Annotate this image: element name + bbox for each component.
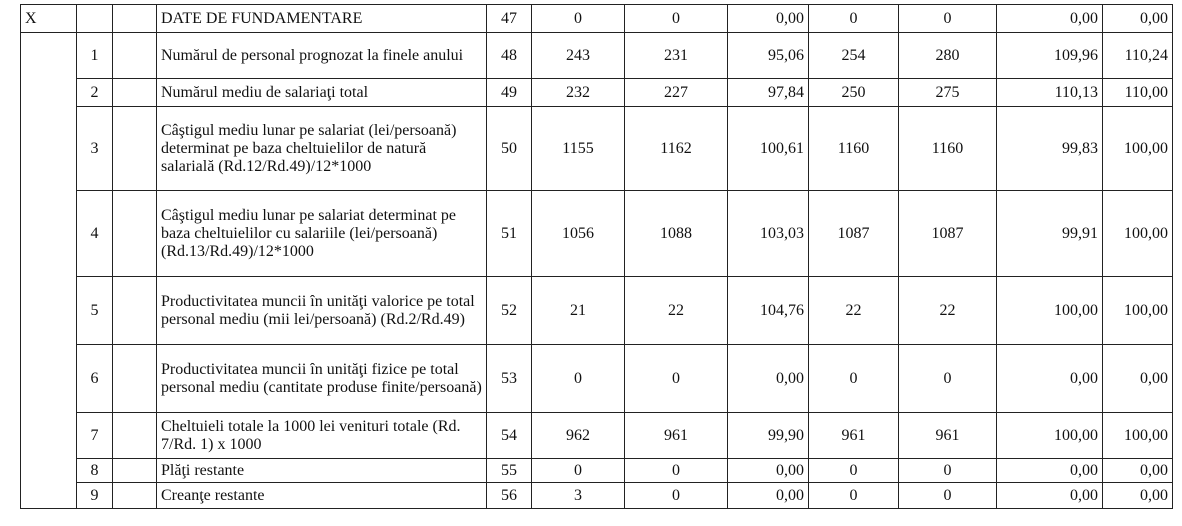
table-row bbox=[21, 277, 1173, 345]
budget-table bbox=[20, 4, 1173, 509]
empty-cell bbox=[113, 413, 157, 459]
value-cell: 0,00 bbox=[1103, 345, 1173, 413]
row-label: Câştigul mediu lunar pe salariat determinat pe baza cheltuielilor cu salariile (lei/persoană) (Rd.13/Rd.49)/12*1000 bbox=[157, 191, 487, 277]
table-body bbox=[21, 5, 1173, 509]
value-cell: 99,90 bbox=[728, 413, 809, 459]
value-cell: 0 bbox=[532, 5, 625, 33]
empty-cell bbox=[113, 79, 157, 107]
table-row bbox=[21, 79, 1173, 107]
value-cell: 962 bbox=[532, 413, 625, 459]
value-cell: 275 bbox=[899, 79, 997, 107]
row-number: 6 bbox=[77, 345, 113, 413]
value-cell: 0,00 bbox=[728, 5, 809, 33]
value-cell: 1056 bbox=[532, 191, 625, 277]
value-cell: 1160 bbox=[899, 107, 997, 191]
value-cell: 109,96 bbox=[997, 33, 1103, 79]
row-number: 3 bbox=[77, 107, 113, 191]
value-cell: 100,00 bbox=[1103, 191, 1173, 277]
value-cell: 0 bbox=[532, 459, 625, 483]
value-cell: 961 bbox=[809, 413, 899, 459]
empty-cell bbox=[113, 345, 157, 413]
value-cell: 0,00 bbox=[997, 459, 1103, 483]
row-code: 53 bbox=[487, 345, 532, 413]
row-label: Numărul de personal prognozat la finele anului bbox=[157, 33, 487, 79]
value-cell: 100,00 bbox=[1103, 413, 1173, 459]
row-label: Plăţi restante bbox=[157, 459, 487, 483]
value-cell: 110,13 bbox=[997, 79, 1103, 107]
row-code: 48 bbox=[487, 33, 532, 79]
value-cell: 0,00 bbox=[997, 5, 1103, 33]
value-cell: 1088 bbox=[625, 191, 728, 277]
value-cell: 0,00 bbox=[997, 483, 1103, 509]
empty-cell bbox=[113, 483, 157, 509]
value-cell: 0,00 bbox=[728, 459, 809, 483]
table-row bbox=[21, 33, 1173, 79]
section-code: X bbox=[21, 5, 77, 33]
empty-cell bbox=[113, 5, 157, 33]
row-number: 9 bbox=[77, 483, 113, 509]
section-header-row bbox=[21, 5, 1173, 33]
value-cell: 100,00 bbox=[1103, 107, 1173, 191]
value-cell: 22 bbox=[625, 277, 728, 345]
value-cell: 961 bbox=[625, 413, 728, 459]
table-row bbox=[21, 413, 1173, 459]
value-cell: 0 bbox=[809, 5, 899, 33]
value-cell: 0,00 bbox=[1103, 5, 1173, 33]
empty-cell bbox=[113, 459, 157, 483]
value-cell: 0,00 bbox=[1103, 459, 1173, 483]
value-cell: 0,00 bbox=[997, 345, 1103, 413]
value-cell: 254 bbox=[809, 33, 899, 79]
row-code: 55 bbox=[487, 459, 532, 483]
value-cell: 0 bbox=[899, 459, 997, 483]
value-cell: 1087 bbox=[809, 191, 899, 277]
table-row bbox=[21, 191, 1173, 277]
value-cell: 100,00 bbox=[997, 277, 1103, 345]
row-number: 2 bbox=[77, 79, 113, 107]
row-label: Numărul mediu de salariaţi total bbox=[157, 79, 487, 107]
value-cell: 250 bbox=[809, 79, 899, 107]
row-label: Câştigul mediu lunar pe salariat (lei/persoană) determinat pe baza cheltuielilor de natură salarială (Rd.12/Rd.49)/12*1000 bbox=[157, 107, 487, 191]
value-cell: 961 bbox=[899, 413, 997, 459]
section-title: DATE DE FUNDAMENTARE bbox=[157, 5, 487, 33]
value-cell: 22 bbox=[809, 277, 899, 345]
value-cell: 0 bbox=[899, 483, 997, 509]
value-cell: 0,00 bbox=[1103, 483, 1173, 509]
value-cell: 231 bbox=[625, 33, 728, 79]
empty-cell bbox=[77, 5, 113, 33]
value-cell: 21 bbox=[532, 277, 625, 345]
value-cell: 3 bbox=[532, 483, 625, 509]
value-cell: 0 bbox=[899, 345, 997, 413]
value-cell: 0 bbox=[809, 459, 899, 483]
value-cell: 95,06 bbox=[728, 33, 809, 79]
value-cell: 103,03 bbox=[728, 191, 809, 277]
value-cell: 100,61 bbox=[728, 107, 809, 191]
value-cell: 1162 bbox=[625, 107, 728, 191]
value-cell: 232 bbox=[532, 79, 625, 107]
row-code: 56 bbox=[487, 483, 532, 509]
value-cell: 1155 bbox=[532, 107, 625, 191]
value-cell: 0 bbox=[809, 483, 899, 509]
row-label: Productivitatea muncii în unităţi valorice pe total personal mediu (mii lei/persoană) (Rd.2/Rd.49) bbox=[157, 277, 487, 345]
row-label: Productivitatea muncii în unităţi fizice pe total personal mediu (cantitate produse finite/persoană) bbox=[157, 345, 487, 413]
value-cell: 0 bbox=[899, 5, 997, 33]
value-cell: 100,00 bbox=[1103, 277, 1173, 345]
table-row bbox=[21, 345, 1173, 413]
value-cell: 110,24 bbox=[1103, 33, 1173, 79]
row-code: 54 bbox=[487, 413, 532, 459]
row-number: 4 bbox=[77, 191, 113, 277]
group-bracket-cell bbox=[21, 33, 77, 509]
row-number: 1 bbox=[77, 33, 113, 79]
row-code: 50 bbox=[487, 107, 532, 191]
row-label: Creanţe restante bbox=[157, 483, 487, 509]
value-cell: 0 bbox=[625, 5, 728, 33]
value-cell: 97,84 bbox=[728, 79, 809, 107]
value-cell: 104,76 bbox=[728, 277, 809, 345]
row-number: 8 bbox=[77, 459, 113, 483]
value-cell: 110,00 bbox=[1103, 79, 1173, 107]
empty-cell bbox=[113, 107, 157, 191]
table-row bbox=[21, 459, 1173, 483]
value-cell: 0 bbox=[625, 483, 728, 509]
value-cell: 227 bbox=[625, 79, 728, 107]
value-cell: 1160 bbox=[809, 107, 899, 191]
empty-cell bbox=[113, 191, 157, 277]
table-row bbox=[21, 483, 1173, 509]
row-number: 5 bbox=[77, 277, 113, 345]
empty-cell bbox=[113, 33, 157, 79]
value-cell: 0,00 bbox=[728, 483, 809, 509]
row-code: 52 bbox=[487, 277, 532, 345]
row-code: 49 bbox=[487, 79, 532, 107]
value-cell: 22 bbox=[899, 277, 997, 345]
value-cell: 0 bbox=[809, 345, 899, 413]
value-cell: 1087 bbox=[899, 191, 997, 277]
value-cell: 99,83 bbox=[997, 107, 1103, 191]
value-cell: 0 bbox=[625, 345, 728, 413]
value-cell: 0,00 bbox=[728, 345, 809, 413]
row-number: 7 bbox=[77, 413, 113, 459]
value-cell: 280 bbox=[899, 33, 997, 79]
table-row bbox=[21, 107, 1173, 191]
empty-cell bbox=[113, 277, 157, 345]
value-cell: 0 bbox=[625, 459, 728, 483]
value-cell: 99,91 bbox=[997, 191, 1103, 277]
value-cell: 0 bbox=[532, 345, 625, 413]
row-label: Cheltuieli totale la 1000 lei venituri totale (Rd. 7/Rd. 1) x 1000 bbox=[157, 413, 487, 459]
row-code: 47 bbox=[487, 5, 532, 33]
value-cell: 100,00 bbox=[997, 413, 1103, 459]
value-cell: 243 bbox=[532, 33, 625, 79]
row-code: 51 bbox=[487, 191, 532, 277]
